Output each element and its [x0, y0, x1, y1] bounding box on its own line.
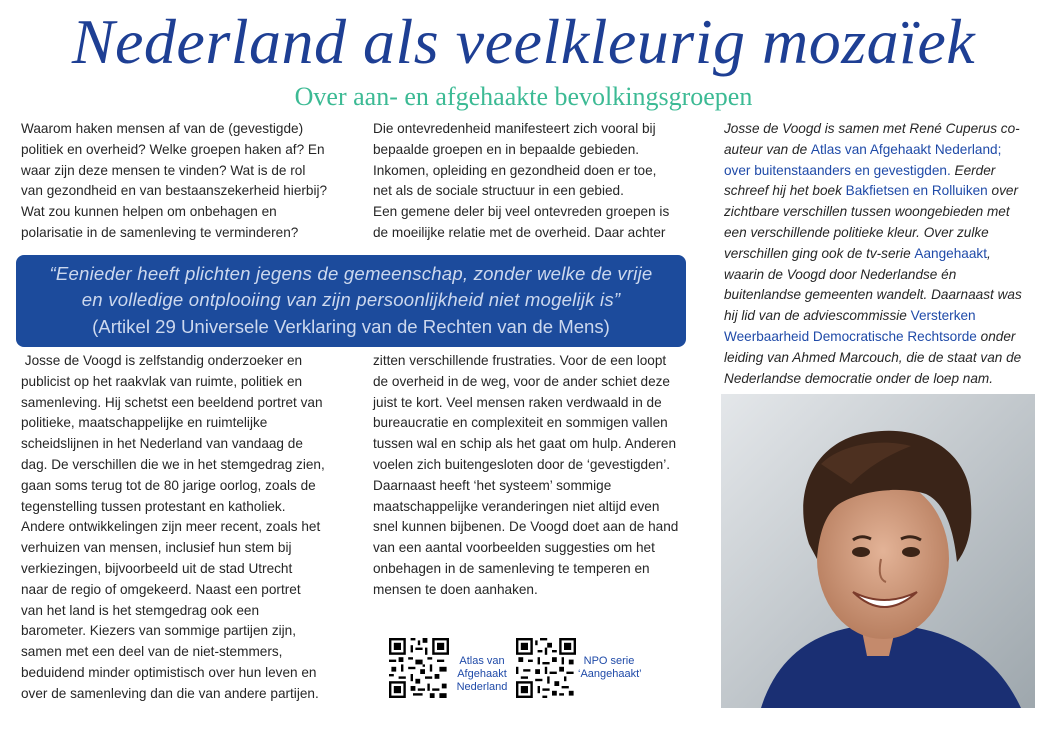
page-subtitle: Over aan- en afgehaakte bevolkingsgroepen	[294, 82, 753, 111]
text-line: samen met een deel van de niet-stemmers,	[21, 644, 283, 660]
quote-source: (Artikel 29 Universele Verklaring van de Rechten van de Mens)	[92, 316, 610, 337]
text-span: Eerder	[950, 162, 996, 178]
link-aangehaakt[interactable]: Aangehaakt	[914, 245, 987, 261]
intro-column-middle	[373, 119, 688, 244]
text-span: auteur van de	[724, 141, 811, 157]
text-span: over	[987, 183, 1018, 199]
text-line: van een aantal voorbeelden suggesties om het	[373, 540, 655, 556]
qr-label-line: NPO serie	[583, 655, 635, 667]
body-column-middle	[373, 351, 685, 601]
author-portrait-photo	[721, 394, 1035, 708]
intro-column-left	[21, 119, 341, 244]
text-span: schreef hij het boek	[724, 183, 846, 199]
text-line	[724, 119, 1036, 140]
text-line	[724, 140, 1036, 161]
text-span: leiding van Ahmed Marcouch, die de staat van de	[724, 349, 1022, 365]
text-line: Die ontevredenheid manifesteert zich vooral bij	[373, 121, 656, 136]
portrait-illustration	[721, 394, 1035, 708]
qr-code-atlas[interactable]	[389, 638, 449, 698]
text-line: naar de regio of omgekeerd. Naast een portret	[21, 581, 301, 597]
qr-label-line: Afgehaakt	[457, 668, 507, 680]
text-line: politieke, maatschappelijke en ruimtelijke	[21, 415, 268, 431]
text-line: verkiezingen, bijvoorbeeld uit de stad Utrecht	[21, 560, 293, 576]
text-line	[724, 327, 1036, 348]
text-line: van het land is het stemgedrag ook een	[21, 602, 260, 618]
text-line: bureaucratie en complexiteit en sommigen vallen	[373, 415, 668, 431]
text-line	[724, 285, 1036, 306]
link-atlas-afgehaakt-nederland[interactable]: Atlas van Afgehaakt Nederland;	[810, 141, 1002, 157]
text-span: ,	[986, 245, 991, 261]
text-line	[724, 181, 1036, 202]
text-line: Andere ontwikkelingen zijn meer recent, zoals het	[21, 519, 321, 535]
text-line: barometer. Kiezers van sommige partijen zijn,	[21, 623, 297, 639]
text-line: scheidslijnen in het Nederland van vandaag de	[21, 436, 303, 452]
text-span: onder	[976, 328, 1016, 344]
text-line: tegenstelling tussen protestant en katholiek.	[21, 498, 286, 514]
text-line: Wat zou kunnen helpen om onbehagen en	[21, 204, 277, 220]
text-line: over de samenleving dan die van andere partijen.	[21, 685, 319, 701]
text-span: buitenlandse gemeenten wandelt. Daarnaast was	[724, 287, 1022, 303]
text-line: zitten verschillende frustraties. Voor de een loopt	[373, 353, 667, 368]
link-versterken-weerbaarheid[interactable]: Versterken	[910, 308, 976, 324]
text-line	[724, 348, 1036, 369]
text-span: waarin de Voogd door Nederlandse én	[724, 266, 957, 282]
qr-label-line: Nederland	[456, 681, 508, 693]
text-line	[724, 161, 1036, 182]
text-line	[724, 369, 1036, 390]
qr-label-npo	[578, 655, 640, 681]
link-bakfietsen-rolluiken[interactable]: Bakfietsen en Rolluiken	[845, 183, 988, 199]
text-line: beduidend minder optimistisch over hun leven en	[21, 664, 317, 680]
text-line: van gezondheid en van bestaanszekerheid hierbij?	[21, 183, 328, 199]
text-line: mensen te doen aanhaken.	[373, 581, 538, 597]
text-line: de moeilijke relatie met de overheid. Daar achter	[373, 224, 666, 240]
quote-line: en volledige ontplooiing van zijn persoonlijkheid niet mogelijk is”	[81, 289, 621, 310]
text-line: Josse de Voogd is zelfstandig onderzoeker en	[21, 353, 303, 368]
author-column-right	[724, 119, 1036, 389]
link-versterken-weerbaarheid-cont[interactable]: Weerbaarheid Democratische Rechtsorde	[724, 328, 977, 344]
quote-line: “Eenieder heeft plichten jegens de gemeenschap, zonder welke de vrije	[49, 263, 653, 284]
text-line: voelen zich buitengesloten door de ‘gevestigden’.	[373, 456, 671, 472]
text-line: juist te kort. Veel mensen raken verdwaald in de	[373, 394, 662, 410]
qr-label-line: ‘Aangehaakt’	[578, 668, 642, 680]
text-span: Josse de Voogd is samen met René Cuperus co-	[724, 121, 1020, 136]
text-line: gaan soms terug tot de 80 jarige oorlog, zoals de	[21, 477, 316, 493]
text-span: Nederlandse democratie onder de loep nam.	[724, 370, 994, 386]
text-line: bepaalde groepen en in bepaalde gebieden.	[373, 141, 640, 157]
qr-label-atlas	[450, 655, 514, 694]
text-span: hij lid van de adviescommissie	[724, 308, 911, 324]
text-line	[724, 265, 1036, 286]
text-line: de overheid in de weg, voor de ander schiet deze	[373, 373, 670, 389]
quote-box	[16, 255, 686, 347]
text-line: publicist op het raakvlak van ruimte, politiek en	[21, 373, 303, 389]
qr-label-line: Atlas van	[459, 655, 505, 667]
body-column-left	[21, 351, 335, 705]
text-line: dag. De verschillen die we in het stemgedrag zien,	[21, 456, 325, 472]
text-line: polarisatie in de samenleving te verminderen?	[21, 224, 299, 240]
text-line	[724, 306, 1036, 327]
text-line	[724, 202, 1036, 223]
text-line: samenleving. Hij schetst een beeldend portret van	[21, 394, 323, 410]
text-span: verschillen ging ook de tv-serie	[724, 245, 915, 261]
text-span: een verschillende politieke kleur. Over zulke	[724, 224, 989, 240]
page-title: Nederland als veelkleurig mozaïek	[71, 6, 976, 77]
qr-code-npo[interactable]	[516, 638, 576, 698]
text-line: tussen wal en schip als het gaat om hulp. Anderen	[373, 436, 677, 452]
text-line: waar zijn deze mensen te vinden? Wat is de rol	[21, 162, 306, 178]
text-line: Inkomen, opleiding en gezondheid doen er toe,	[373, 162, 657, 178]
text-line: politiek en overheid? Welke groepen haken af? En	[21, 141, 325, 157]
text-line: net als de sociale structuur in een gebied.	[373, 183, 624, 199]
text-line: snel kunnen bijbenen. De Voogd doet aan de hand	[373, 519, 679, 535]
text-line: maatschappelijke veranderingen niet altijd even	[373, 498, 660, 514]
text-line: Daarnaast heeft ‘het systeem’ sommige	[373, 477, 612, 493]
link-atlas-afgehaakt-nederland-cont[interactable]: over buitenstaanders en gevestigden.	[724, 162, 951, 178]
text-line: Een gemene deler bij veel ontevreden groepen is	[373, 204, 670, 220]
text-line: Waarom haken mensen af van de (gevestigde)	[21, 121, 304, 136]
text-line: onbehagen in de samenleving te temperen en	[373, 560, 650, 576]
text-line	[724, 244, 1036, 265]
text-line	[724, 223, 1036, 244]
text-span: zichtbare verschillen tussen woongebieden met	[724, 204, 1010, 220]
text-line: verhuizen van mensen, inclusief hun stem bij	[21, 540, 292, 556]
